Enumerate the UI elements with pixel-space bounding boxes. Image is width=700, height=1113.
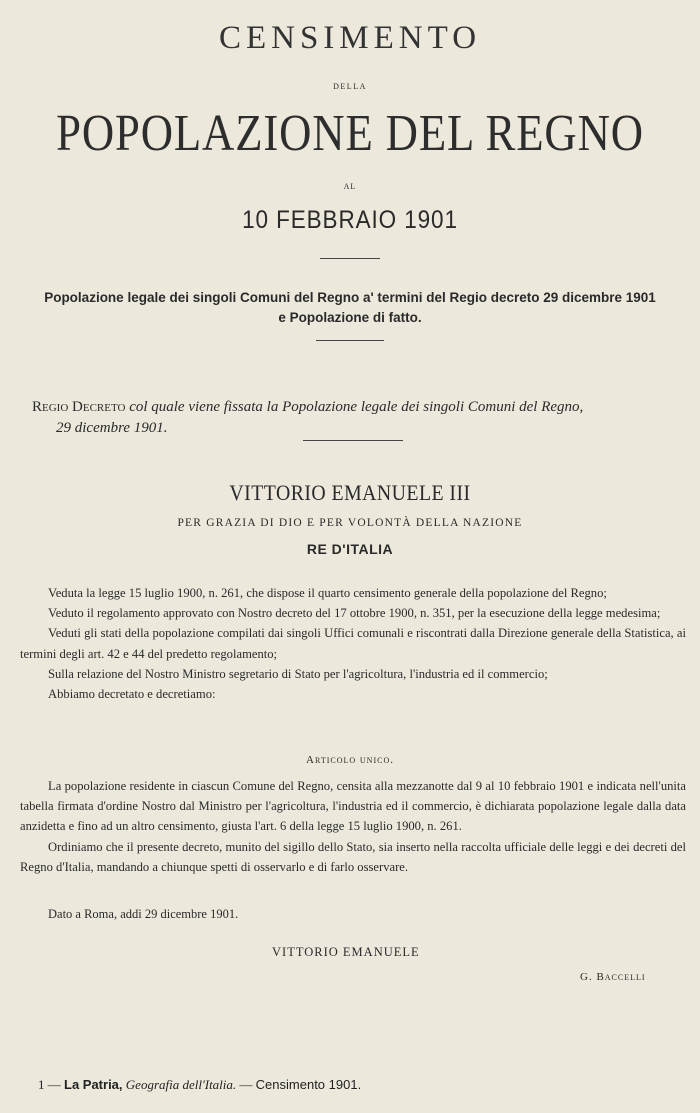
title-popolazione: POPOLAZIONE DEL REGNO [56, 105, 644, 162]
footer-patria: La Patria, [64, 1077, 123, 1092]
preamble [20, 583, 686, 704]
subtitle [0, 288, 700, 328]
title-censimento: CENSIMENTO [218, 20, 482, 56]
page-footer [38, 1077, 361, 1093]
decree-text-1: col quale viene fissata la Popolazione legale dei singoli Comuni del Regno, [129, 399, 584, 415]
king-title: RE D'ITALIA [306, 541, 394, 557]
page-number: 1 — [38, 1077, 61, 1092]
date-place: Dato a Roma, addì 29 dicembre 1901. [48, 907, 239, 921]
preamble-paragraph: Veduto il regolamento approvato con Nostro decreto del 17 ottobre 1900, n. 351, per la esecuzione della legge medesima; [48, 606, 661, 621]
decree-heading [32, 397, 686, 439]
preamble-paragraph: Veduta la legge 15 luglio 1900, n. 261, che dispose il quarto censimento generale della popolazione del Regno; [48, 586, 607, 600]
signature-minister: G. Baccelli [580, 971, 646, 983]
word-della: della [333, 80, 367, 92]
preamble-paragraph: Sulla relazione del Nostro Ministro segretario di Stato per l'agricoltura, l'industria ed il commercio; [48, 666, 548, 681]
article-body [20, 776, 686, 877]
footer-geography: Geografia dell'Italia. [125, 1077, 237, 1092]
signature-king: VITTORIO EMANUELE [272, 945, 420, 959]
decree-label: Regio Decreto [32, 399, 126, 415]
preamble-paragraph: Abbiamo decretato e decretiamo: [48, 687, 216, 702]
king-name: VITTORIO EMANUELE III [229, 480, 471, 505]
king-grace: PER GRAZIA DI DIO E PER VOLONTÀ DELLA NAZIONE [177, 517, 523, 529]
divider-3 [303, 440, 403, 441]
divider-1 [320, 258, 380, 259]
decree-text-2: 29 dicembre 1901. [56, 420, 168, 436]
footer-dash: — [239, 1077, 253, 1092]
article-paragraph: La popolazione residente in ciascun Comune del Regno, censita alla mezzanotte dal 9 al 10 febbraio 1901 e indicata nell'unita tabella firmata d'ordine Nostro dal Ministro per l'agricoltura, l'industria ed il commercio, è dichiarata popolazione legale dalla data anzidetta e fino ad un altro censimento, giusta l'art. 6 della legge 15 luglio 1900, n. 261. [20, 779, 686, 834]
subtitle-line-2: e Popolazione di fatto. [278, 310, 422, 325]
subtitle-line-1: Popolazione legale dei singoli Comuni del Regno a' termini del Regio decreto 29 dicembre 1901 [44, 290, 656, 305]
divider-2 [316, 340, 384, 341]
footer-census: Censimento 1901. [255, 1077, 362, 1092]
word-al: al [343, 180, 357, 192]
article-paragraph: Ordiniamo che il presente decreto, munito del sigillo dello Stato, sia inserto nella raccolta ufficiale delle leggi e dei decreti del Regno d'Italia, mandando a chiunque spetti di osservarlo e di farlo osservare. [20, 839, 686, 874]
preamble-paragraph: Veduti gli stati della popolazione compilati dai singoli Uffici comunali e riscontrati dalla Direzione generale della Statistica, ai termini degli art. 42 e 44 del predetto regolamento; [20, 626, 686, 661]
article-heading: Articolo unico. [306, 754, 394, 766]
title-date: 10 FEBBRAIO 1901 [242, 206, 458, 234]
